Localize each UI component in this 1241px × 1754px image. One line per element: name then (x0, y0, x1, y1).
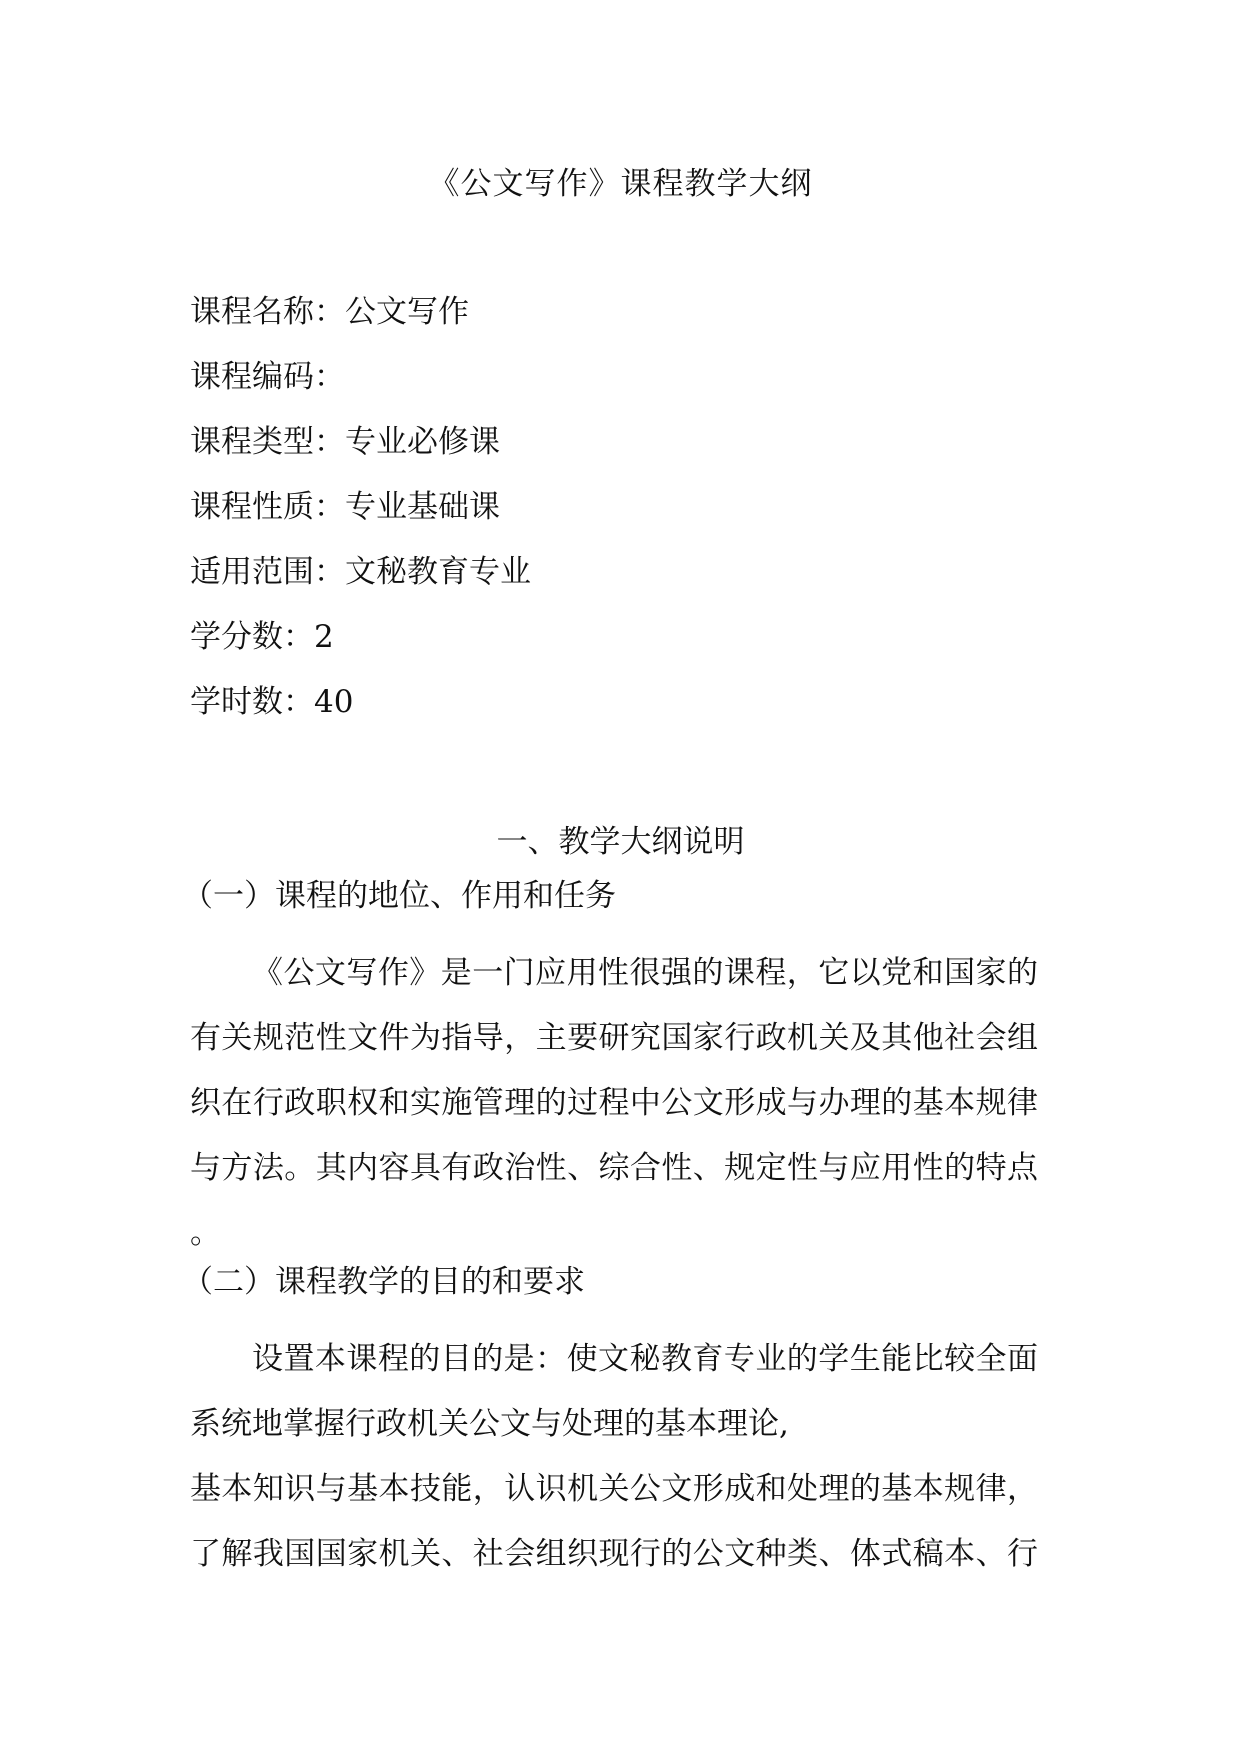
course-code-label: 课程编码： (190, 359, 345, 395)
paragraph-line: 有关规范性文件为指导，主要研究国家行政机关及其他社会组 (190, 1020, 1038, 1056)
subsection-1 (182, 876, 1038, 1266)
subsection-2 (182, 1262, 1038, 1587)
course-nature-row (190, 487, 531, 552)
paragraph-line: 基本知识与基本技能，认识机关公文形成和处理的基本规律， (190, 1471, 1038, 1507)
paragraph-line: 了解我国国家机关、社会组织现行的公文种类、体式稿本、行 (190, 1536, 1038, 1572)
subsection-1-heading: （一）课程的地位、作用和任务 (182, 878, 616, 914)
scope-label: 适用范围： (190, 554, 345, 590)
hours-value: 40 (314, 684, 354, 720)
course-info-list (190, 292, 531, 747)
section-heading: 一、教学大纲说明 (496, 824, 745, 860)
credits-row (190, 617, 531, 682)
paragraph-line: 设置本课程的目的是：使文秘教育专业的学生能比较全面 (252, 1341, 1038, 1377)
course-type-value: 专业必修课 (345, 424, 500, 460)
course-type-row (190, 422, 531, 487)
course-name-value: 公文写作 (345, 294, 469, 330)
paragraph-line: 织在行政职权和实施管理的过程中公文形成与办理的基本规律 (190, 1085, 1038, 1121)
document-title: 《公文写作》课程教学大纲 (428, 166, 813, 202)
paragraph-line: 系统地掌握行政机关公文与处理的基本理论, (190, 1406, 789, 1442)
scope-row (190, 552, 531, 617)
course-code-row (190, 357, 531, 422)
paragraph-line: 与方法。其内容具有政治性、综合性、规定性与应用性的特点 (190, 1150, 1038, 1186)
hours-row (190, 682, 531, 747)
subsection-2-heading: （二）课程教学的目的和要求 (182, 1264, 585, 1300)
subsection-2-paragraph (190, 1327, 1038, 1587)
course-name-label: 课程名称： (190, 294, 345, 330)
scope-value: 文秘教育专业 (345, 554, 531, 590)
subsection-1-paragraph (190, 941, 1038, 1266)
hours-label: 学时数： (190, 684, 314, 720)
course-nature-label: 课程性质： (190, 489, 345, 525)
course-nature-value: 专业基础课 (345, 489, 500, 525)
credits-label: 学分数： (190, 619, 314, 655)
paragraph-line: 《公文写作》是一门应用性很强的课程，它以党和国家的 (252, 955, 1038, 991)
course-name-row (190, 292, 531, 357)
course-type-label: 课程类型： (190, 424, 345, 460)
paragraph-line: 。 (190, 1215, 221, 1251)
credits-value: 2 (314, 619, 334, 655)
